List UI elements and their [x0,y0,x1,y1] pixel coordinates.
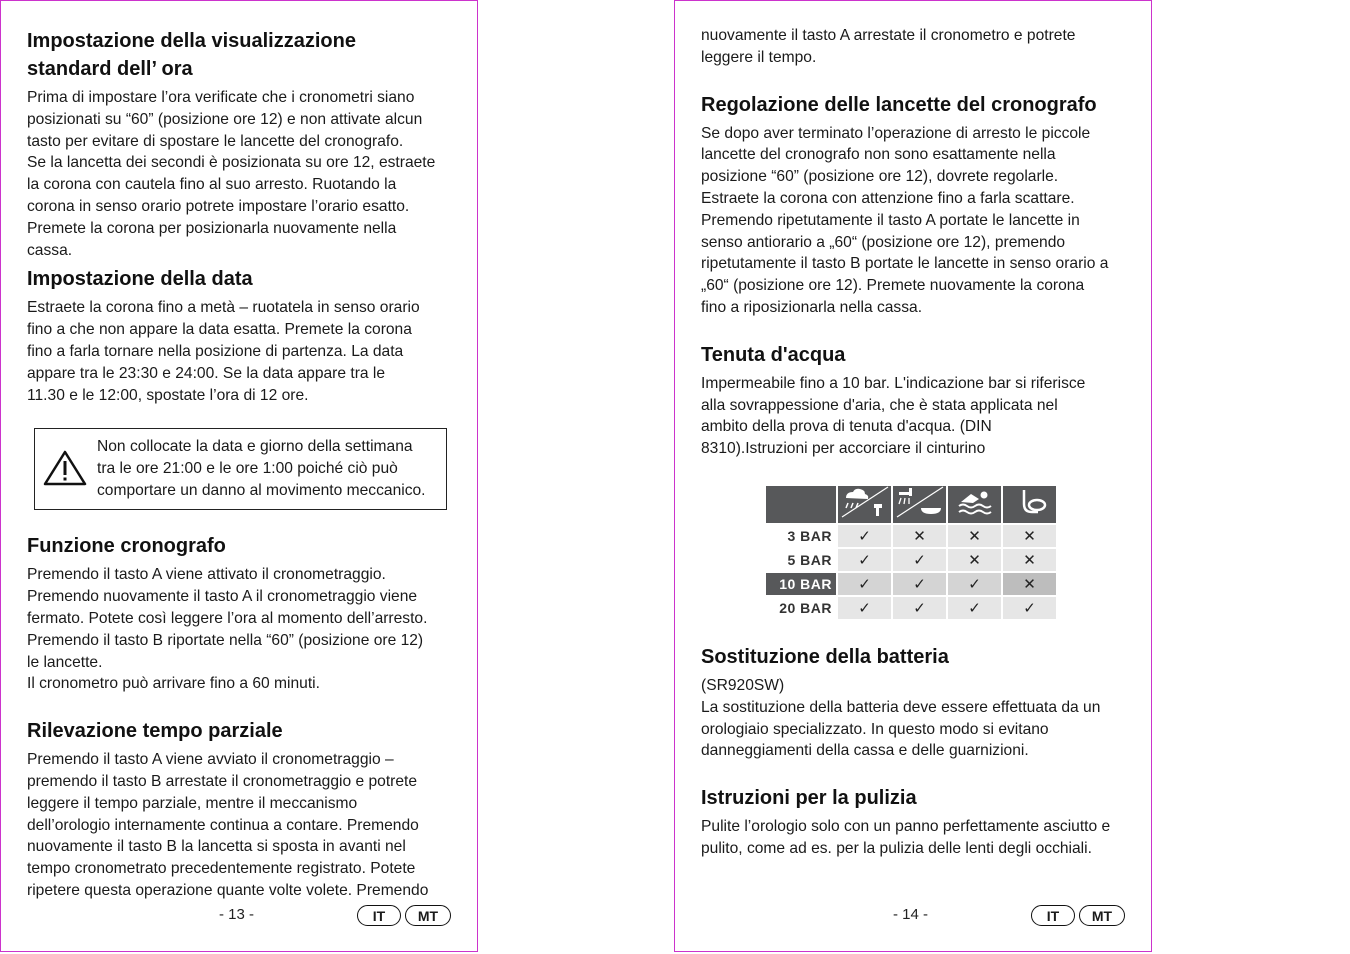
header-snorkel-cell [1003,486,1056,523]
header-shower-cell [893,486,946,523]
text-line: Non collocate la data e giorno della settimana [97,438,413,456]
cell-mark: ✕ [1003,525,1056,547]
section-body-chronograph [27,564,455,695]
text-line: fino a che non appare la data esatta. Premete la corona [27,321,412,339]
section-title-chronograph: Funzione cronografo [27,535,226,558]
text-line: fino a riposizionarla nella cassa. [701,298,923,316]
text-line: 11.30 e le 12:00, spostate l’ora di 12 ore. [27,386,309,404]
section-body-water-resistance [701,373,1129,460]
text-line: ripetutamente il tasto B portate le lancette in senso orario a [701,255,1109,273]
text-line: Premendo il tasto A viene avviato il cronometraggio – [27,751,394,769]
cell-mark: ✓ [893,597,946,619]
swimming-icon [953,486,997,518]
text-line: 8310).Istruzioni per accorciare il cinturino [701,440,986,458]
section-body-date-setting [27,297,455,406]
cell-mark: ✓ [1003,597,1056,619]
text-line: Pulite l’orologio solo con un panno perfettamente asciutto e [701,818,1111,836]
warning-text [97,436,440,501]
text-line: appare tra le 23:30 e 24:00. Se la data appare tra le [27,364,386,382]
text-line: La sostituzione della batteria deve essere effettuata da un [701,698,1101,716]
text-line: Premendo nuovamente il tasto A il cronometraggio viene [27,588,418,606]
text-line: Prima di impostare l’ora verificate che i cronometri siano [27,89,415,106]
text-line: Premete la corona per posizionarla nuovamente nella [27,219,397,237]
header-blank-cell [766,486,836,523]
text-line: comportare un danno al movimento meccanico. [97,481,426,499]
page-number: - 14 - [893,906,929,923]
cell-mark: ✓ [893,549,946,571]
language-badge-mt: MT [1079,905,1125,926]
page-left [0,0,478,952]
header-rain-cell [838,486,891,523]
text-line: orologiaio specializzato. In questo modo si evitano [701,720,1049,738]
cell-mark: ✓ [838,573,891,595]
table-row [766,597,1056,619]
text-line: fino a farla tornare nella posizione di partenza. La data [27,342,404,360]
text-line: Estraete la corona fino a metà – ruotatela in senso orario [27,299,420,317]
row-label: 3 BAR [787,527,832,544]
section-title-battery: Sostituzione della batteria [701,645,949,668]
text-line: leggere il tempo. [701,48,817,66]
text-line: ripetere questa operazione quante volte volete. Premendo [27,881,429,899]
continued-text [701,25,1129,69]
text-line: Se la lancetta dei secondi è posizionata su ore 12, estraete [27,154,436,172]
section-body-hand-adjustment [701,123,1129,319]
text-line: danneggiamenti della cassa e delle guarnizioni. [701,742,1029,760]
text-line: Estraete la corona con attenzione fino a farla scattare. [701,189,1075,207]
section-body-battery [701,675,1129,762]
text-line: ambito della prova di tenuta d'acqua. (DIN [701,418,992,436]
page-left-content [27,27,455,902]
section-title-split-time: Rilevazione tempo parziale [27,720,283,743]
text-line: posizione “60” (posizione ore 12), dovrete regolarle. [701,168,1059,186]
cell-mark: ✓ [838,525,891,547]
section-title-cleaning: Istruzioni per la pulizia [701,787,917,810]
title-line: Impostazione della visualizzazione [27,30,356,52]
text-line: leggere il tempo parziale, mentre il meccanismo [27,794,358,812]
text-line: tempo cronometrato precedentemente registrato. Potete [27,860,416,878]
cell-mark: ✓ [838,597,891,619]
text-line: posizionati su “60” (posizione ore 12) e non attivate alcun [27,110,423,128]
warning-box [34,428,447,510]
text-line: corona in senso orario potrete impostare l’orario esatto. [27,197,410,215]
section-title-water-resistance: Tenuta d'acqua [701,343,846,366]
cell-mark: ✕ [1003,549,1056,571]
row-label: 20 BAR [779,599,832,616]
page-right [674,0,1152,952]
text-line: la corona con cautela fino al suo arresto. Ruotando la [27,176,397,194]
table-header-row [766,486,1056,523]
text-line: dell’orologio internamente continua a contare. Premendo [27,816,419,834]
text-line: cassa. [27,241,73,259]
row-label: 5 BAR [787,551,832,568]
cell-mark: ✕ [893,525,946,547]
table-row [766,525,1056,547]
text-line: Il cronometro può arrivare fino a 60 minuti. [27,675,320,693]
cell-mark: ✓ [948,573,1001,595]
page-number: - 13 - [219,906,255,923]
section-body-cleaning [701,816,1129,860]
text-line: Impermeabile fino a 10 bar. L'indicazione bar si riferisce [701,374,1086,392]
language-badge-it: IT [357,905,401,926]
section-title-date-setting: Impostazione della data [27,268,253,291]
cell-mark: ✕ [948,525,1001,547]
text-line: alla sovrappessione d'aria, che è stata applicata nel [701,396,1058,414]
text-line: fermato. Potete così leggere l’ora al momento dell’arresto. [27,609,428,627]
warning-triangle-icon [43,450,87,486]
text-line: nuovamente il tasto B la lancetta si sposta in avanti nel [27,838,406,856]
section-body-time-setting [27,87,455,261]
text-line: Premendo il tasto B riportate nella “60” (posizione ore 12) [27,631,424,649]
cell-mark: ✕ [948,549,1001,571]
cell-mark: ✓ [838,549,891,571]
text-line: senso antiorario a „60“ (posizione ore 12), premendo [701,233,1066,251]
page-footer [1,904,479,928]
rain-splash-icon [840,486,890,518]
cell-mark: ✓ [893,573,946,595]
snorkel-icon [1008,486,1052,518]
text-line: Se dopo aver terminato l’operazione di arresto le piccole [701,124,1091,142]
text-line: Premendo il tasto A viene attivato il cronometraggio. [27,566,386,584]
shower-icon [895,486,945,518]
text-line: nuovamente il tasto A arrestate il cronometro e potrete [701,27,1076,44]
section-body-split-time [27,749,455,902]
page-footer [675,904,1153,928]
row-label: 10 BAR [766,573,836,595]
cell-mark: ✓ [948,597,1001,619]
text-line: Premendo ripetutamente il tasto A portate le lancette in [701,211,1080,229]
text-line: le lancette. [27,653,103,671]
text-line: pulito, come ad es. per la pulizia delle lenti degli occhiali. [701,839,1092,857]
language-badge-it: IT [1031,905,1075,926]
text-line: lancette del cronografo non sono esattamente nella [701,146,1056,164]
cell-mark: ✕ [1003,573,1056,595]
table-row [766,549,1056,571]
text-line: tra le ore 21:00 e le ore 1:00 poiché ciò può [97,460,398,478]
language-badge-mt: MT [405,905,451,926]
text-line: „60“ (posizione ore 12). Premete nuovamente la corona [701,277,1085,295]
table-row-highlighted [766,573,1056,595]
title-line: standard dell’ ora [27,58,193,80]
text-line: (SR920SW) [701,676,785,694]
water-resistance-table [764,484,1058,621]
page-right-content [701,25,1129,860]
section-title-hand-adjustment: Regolazione delle lancette del cronografo [701,93,1097,116]
header-swimming-cell [948,486,1001,523]
section-title-time-setting [27,27,455,83]
text-line: premendo il tasto B arrestate il cronometraggio e potrete [27,772,418,790]
text-line: tasto per evitare di spostare le lancette del cronografo. [27,132,404,150]
